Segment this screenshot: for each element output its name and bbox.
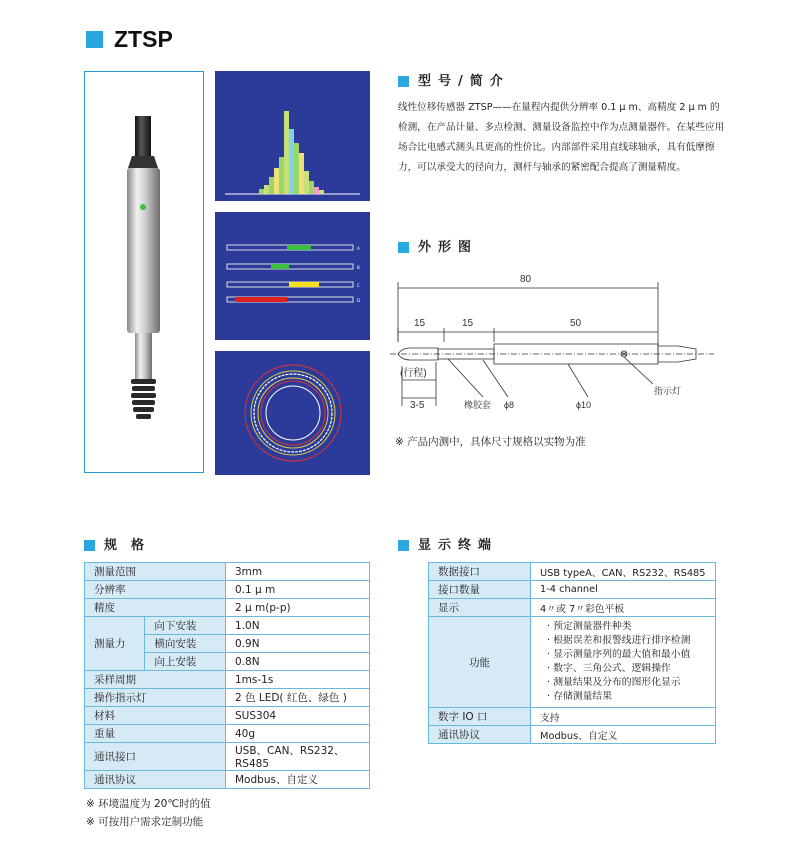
list-item: · 预定测量器件种类 [547, 621, 632, 632]
table-row [85, 771, 370, 789]
table-row [85, 617, 370, 635]
table-row [85, 581, 370, 599]
dim-seg3: 50 [570, 318, 582, 329]
section-square-icon [398, 242, 409, 253]
spec-heading [84, 534, 158, 553]
spec-value: 2 色 LED( 红色、绿色 ) [226, 689, 370, 707]
table-row [85, 707, 370, 725]
terminal-heading-text: 显示终端 [418, 538, 499, 553]
svg-text:B: B [357, 265, 360, 270]
spec-value: 1ms-1s [226, 671, 370, 689]
dim-seg1: 15 [414, 318, 426, 329]
spec-heading-text: 规格 [104, 538, 159, 553]
model-description: 线性位移传感器 ZTSP——在量程内提供分辨率 0.1 μ m、高精度 2 μ m 的检测，在产品计量、多点检测、测量设备监控中作为点测量器件。在某些应用场合比电感式测头具更高的性价比。内部部件采用直线球轴承，具有低摩擦力，可以承受大的径向力，测杆与轴承的紧密配合提高了测量精度。 [398, 102, 725, 173]
table-row [85, 689, 370, 707]
spec-key: 通讯接口 [85, 743, 226, 771]
terminal-table [428, 562, 716, 744]
spec-value: 0.8N [226, 653, 370, 671]
function-list [531, 617, 716, 708]
svg-text:A: A [357, 246, 360, 251]
spec-value: 3mm [226, 563, 370, 581]
product-photo-frame [84, 71, 204, 473]
terminal-heading [398, 534, 498, 553]
roundness-graphic [215, 351, 370, 475]
spec-key: 材料 [85, 707, 226, 725]
spec-note-2: ※ 可按用户需求定制功能 [86, 816, 204, 828]
terminal-value: Modbus、自定义 [531, 726, 716, 744]
terminal-key: 功能 [429, 617, 531, 708]
table-row [429, 708, 716, 726]
histogram-panel [215, 71, 370, 201]
spec-key: 分辨率 [85, 581, 226, 599]
table-row [429, 726, 716, 744]
list-item: · 根据误差和报警线进行排序检测 [547, 635, 691, 646]
table-row [85, 743, 370, 771]
spec-value: 0.9N [226, 635, 370, 653]
list-item: · 存储测量结果 [547, 691, 613, 702]
spec-key: 通讯协议 [85, 771, 226, 789]
drawing-heading-text: 外形图 [418, 240, 479, 255]
dim-stroke-label: (行程) [400, 368, 427, 379]
spec-value: 40g [226, 725, 370, 743]
label-sleeve: 橡胶套 [464, 400, 492, 410]
spec-value: 0.1 μ m [226, 581, 370, 599]
svg-text:D: D [357, 298, 361, 303]
table-row [85, 671, 370, 689]
table-row [429, 617, 716, 708]
list-item: · 数字、三角公式、逻辑操作 [547, 663, 671, 674]
spec-value: Modbus、自定义 [226, 771, 370, 789]
table-row [85, 599, 370, 617]
spec-subkey: 向上安装 [145, 653, 226, 671]
spec-key: 采样周期 [85, 671, 226, 689]
spec-table [84, 562, 370, 789]
label-phi10: ϕ10 [576, 400, 592, 410]
list-item: · 测量结果及分布的图形化显示 [547, 677, 681, 688]
spec-value: 1.0N [226, 617, 370, 635]
roundness-panel [215, 351, 370, 475]
spec-value: USB、CAN、RS232、RS485 [226, 743, 370, 771]
spec-value: 2 μ m(p-p) [226, 599, 370, 617]
terminal-key: 数据接口 [429, 563, 531, 581]
svg-text:C: C [357, 283, 360, 288]
table-row [85, 563, 370, 581]
table-row [429, 599, 716, 617]
terminal-value: 支持 [531, 708, 716, 726]
bars-panel [215, 212, 370, 340]
spec-subkey: 横向安装 [145, 635, 226, 653]
model-heading [398, 70, 510, 89]
spec-subkey: 向下安装 [145, 617, 226, 635]
dim-stroke-value: 3-5 [410, 400, 425, 411]
label-phi8: ϕ8 [504, 400, 515, 410]
list-item: · 显示测量序列的最大值和最小值 [547, 649, 691, 660]
spec-key: 测量力 [85, 617, 145, 671]
table-row [429, 563, 716, 581]
terminal-key: 通讯协议 [429, 726, 531, 744]
table-row [85, 725, 370, 743]
terminal-value: 1-4 channel [531, 581, 716, 599]
section-square-icon [398, 540, 409, 551]
section-square-icon [398, 76, 409, 87]
section-square-icon [84, 540, 95, 551]
title-square-icon [86, 31, 103, 48]
dim-total: 80 [520, 274, 532, 285]
bars-graphic [215, 212, 370, 340]
terminal-key: 显示 [429, 599, 531, 617]
table-row [429, 581, 716, 599]
sensor-photo [85, 72, 203, 472]
drawing-heading [398, 236, 478, 255]
spec-key: 操作指示灯 [85, 689, 226, 707]
label-indicator: 指示灯 [654, 386, 682, 396]
page-title: ZTSP [114, 26, 173, 52]
spec-note-1: ※ 环境温度为 20℃时的值 [86, 798, 211, 810]
spec-value: SUS304 [226, 707, 370, 725]
spec-key: 测量范围 [85, 563, 226, 581]
dim-seg2: 15 [462, 318, 474, 329]
terminal-key: 接口数量 [429, 581, 531, 599]
model-heading-text: 型号/简介 [418, 74, 510, 89]
terminal-value: USB typeA、CAN、RS232、RS485 [531, 563, 716, 581]
histogram-graphic [215, 71, 370, 201]
spec-key: 重量 [85, 725, 226, 743]
spec-key: 精度 [85, 599, 226, 617]
dimension-drawing [388, 262, 718, 412]
terminal-key: 数字 IO 口 [429, 708, 531, 726]
terminal-value: 4〃或 7〃彩色平板 [531, 599, 716, 617]
drawing-note: ※ 产品内测中，具体尺寸规格以实物为准 [395, 436, 586, 448]
